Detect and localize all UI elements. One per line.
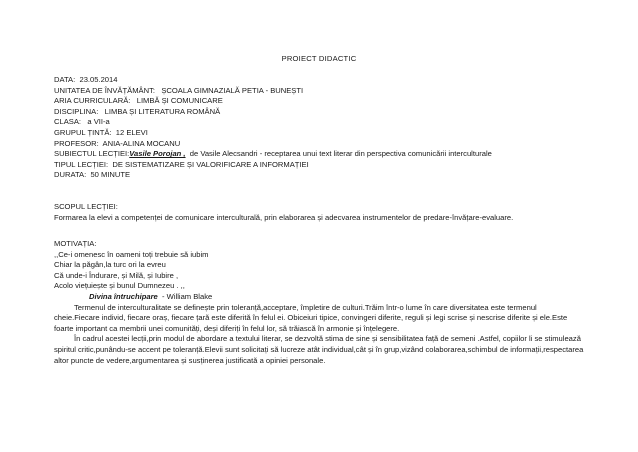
motivation-paragraph-2: În cadrul acestei lecții,prin modul de abordare a textului literar, se dezvoltă stima de sine și sensibilitatea față de semeni .Astfel, copiilor li se stimulează spiritul critic,punându-se accent pe toleranță.Elevii sunt solicitați să lucreze atât individual,cât și în grup,vizând colaborarea,schimbul de informații,respectarea altor puncte de vedere,argumentarea și susținerea justificată a opiniei personale.: [54, 334, 584, 365]
scope-text: Formarea la elevi a competenței de comunicare interculturală, prin elaborarea și adecvarea instrumentelor de predare-învățare-evaluare.: [54, 212, 514, 222]
field-duration: DURATA: 50 MINUTE: [54, 170, 131, 180]
field-curricular-area: ARIA CURRICULARĂ: LIMBĂ ȘI COMUNICARE: [54, 96, 223, 106]
field-date: DATA: 23.05.2014: [54, 75, 118, 84]
poem-source-author: - William Blake: [162, 291, 213, 301]
field-lesson-type: TIPUL LECȚIEI: DE SISTEMATIZARE ȘI VALORIFICARE A INFORMAȚIEI: [54, 159, 309, 169]
field-target-group: GRUPUL ȚINTĂ: 12 ELEVI: [54, 127, 148, 137]
work-title: Vasile Porojan ,: [129, 149, 186, 159]
field-school: UNITATEA DE ÎNVĂȚĂMÂNT: ȘCOALA GIMNAZIALĂ PETIA - BUNEȘTI: [54, 85, 304, 95]
lesson-header: [54, 75, 584, 181]
poem-line-2: Chiar la păgân,la turc ori la evreu: [54, 260, 166, 270]
motivation-heading: MOTIVAȚIA:: [54, 239, 97, 248]
poem-line-1: ,,Ce-i omenesc în oameni toți trebuie să iubim: [54, 249, 209, 259]
document-title: PROIECT DIDACTIC: [281, 54, 357, 63]
lesson-scope: [54, 202, 584, 223]
field-class: CLASA: a VII-a: [54, 117, 110, 127]
poem-line-4: Acolo viețuiește și bunul Dumnezeu . ,,: [54, 281, 185, 291]
field-lesson-subject: SUBIECTUL LECȚIEI:Vasile Porojan , de Vasile Alecsandri - receptarea unui text literar din perspectiva comunicării interculturale: [54, 149, 492, 159]
scope-heading: SCOPUL LECȚIEI:: [54, 202, 118, 211]
poem-source: [54, 292, 584, 303]
poem-line-3: Că unde-i Îndurare, și Milă, și Iubire ,: [54, 270, 179, 280]
lesson-motivation: [54, 239, 584, 366]
field-discipline: DISCIPLINA: LIMBA ȘI LITERATURA ROMÂNĂ: [54, 106, 221, 116]
motivation-paragraph-1: Termenul de interculturalitate se definește prin toleranță,acceptare, împletire de culturi.Trăim într-o lume în care diversitatea este termenul cheie.Fiecare individ, fiecare oraș, fiecare țară este diferită în felul ei. Obiceiuri tipice, convingeri diferite, reguli și legi scrise și nescrise diferite și ele.Este foarte important ca membrii unei comunități, deși diferiți în felul lor, să trăiască în armonie și înțelegere.: [54, 302, 568, 333]
field-teacher: PROFESOR: ANIA-ALINA MOCANU: [54, 138, 181, 148]
poem-source-title: Divina întruchipare: [89, 291, 158, 301]
